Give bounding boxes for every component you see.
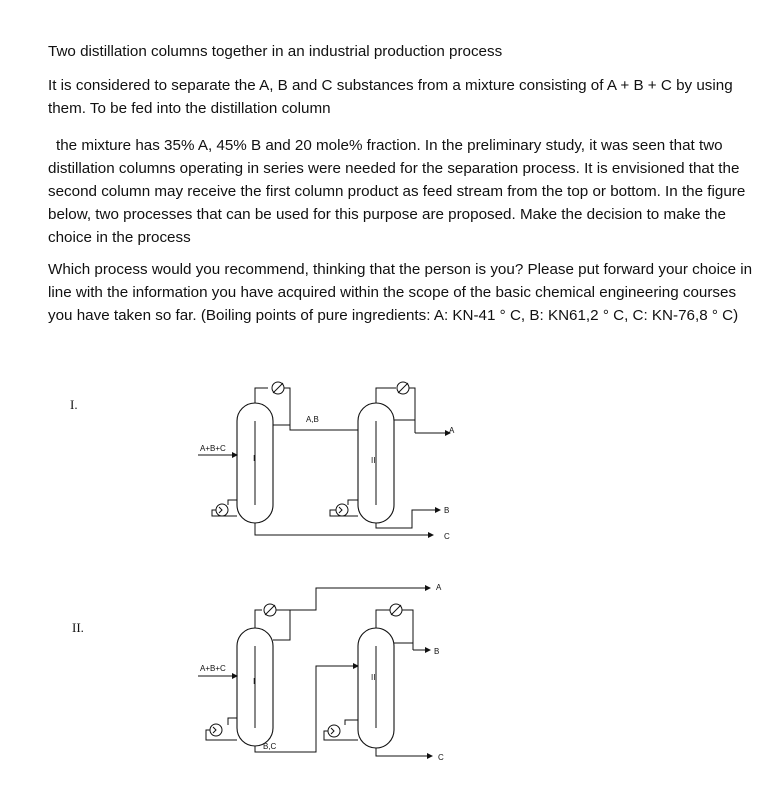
process-1-label: I. bbox=[70, 397, 78, 412]
product-b-label: B bbox=[444, 506, 450, 515]
reboiler-icon bbox=[216, 504, 228, 516]
product-b-label: B bbox=[434, 647, 440, 656]
feed-label: A+B+C bbox=[200, 444, 226, 453]
problem-question: Which process would you recommend, thinking that the person is you? Please put forward your choice in line with the information you have acquired within the scope of the basic chemical engineering courses you have taken so far. (Boiling points of pure ingredients: A: KN-41 ° C, B: KN61,2 ° C, C: KN-76,8 ° C) bbox=[48, 261, 753, 324]
column-2-label: II bbox=[371, 673, 376, 682]
process-1-flowsheet bbox=[198, 382, 455, 541]
condenser-icon bbox=[272, 382, 284, 394]
process-2-flowsheet bbox=[198, 583, 444, 762]
reboiler-icon bbox=[336, 504, 348, 516]
reboiler-icon bbox=[210, 724, 222, 736]
problem-intro: It is considered to separate the A, B and C substances from a mixture consisting of A + B + C by using them. To be fed into the distillation column bbox=[48, 77, 733, 117]
column-1-label: I bbox=[253, 677, 256, 686]
column-1-label: I bbox=[253, 454, 256, 463]
condenser-icon bbox=[264, 604, 276, 616]
transfer-label: A,B bbox=[306, 415, 319, 424]
problem-title: Two distillation columns together in an industrial production process bbox=[48, 43, 503, 60]
feed-label: A+B+C bbox=[200, 664, 226, 673]
transfer-label: B,C bbox=[263, 742, 277, 751]
problem-body: the mixture has 35% A, 45% B and 20 mole% fraction. In the preliminary study, it was seen that two distillation columns operating in series were needed for the separation process. It is envisioned that the second column may receive the first column product as feed stream from the top or bottom. In the figure below, two processes that can be used for this purpose are proposed. Make the decision to make the choice in the process bbox=[48, 137, 746, 246]
product-c-label: C bbox=[444, 532, 450, 541]
condenser-icon bbox=[397, 382, 409, 394]
product-a-label: A bbox=[449, 426, 455, 435]
column-2-label: II bbox=[371, 456, 376, 465]
product-c-label: C bbox=[438, 753, 444, 762]
product-a-label: A bbox=[436, 583, 442, 592]
condenser-icon bbox=[390, 604, 402, 616]
process-2-label: II. bbox=[72, 620, 84, 635]
reboiler-icon bbox=[328, 725, 340, 737]
